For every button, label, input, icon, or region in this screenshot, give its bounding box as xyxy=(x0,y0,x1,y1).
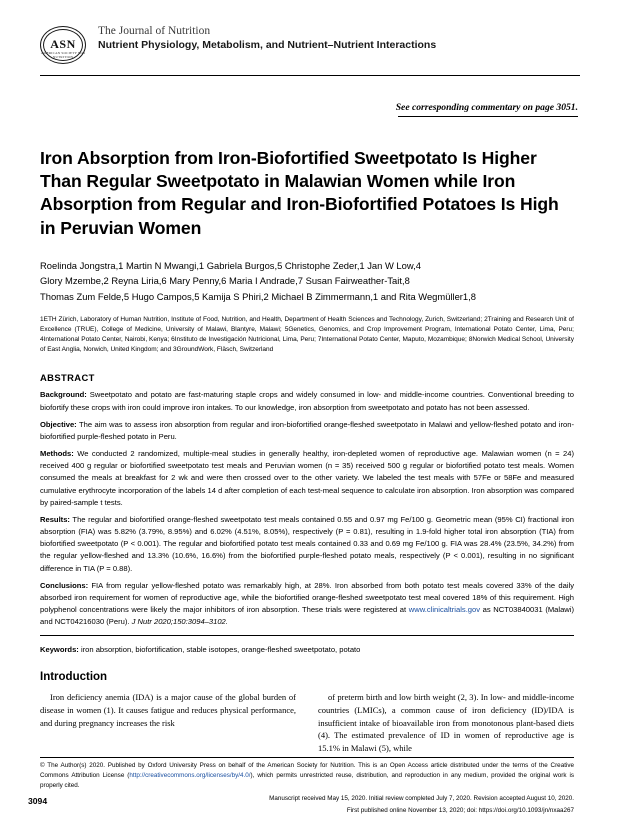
masthead xyxy=(0,0,620,68)
journal-section-title: Nutrient Physiology, Metabolism, and Nutrient–Nutrient Interactions xyxy=(98,39,437,52)
abstract-section-results xyxy=(40,514,574,575)
abstract-section-objective xyxy=(40,419,574,444)
abstract-text-methods: We conducted 2 randomized, multiple-meal studies in generally healthy, iron-depleted women of reproductive age. Malawian women (n = 24) received 400 g regular or biofortified sweetpotato test meals and Peruvian women (n = 35) received 500 g regular or biofortified potato test meals. Women consumed the meals at breakfast for 2 wk and were then crossed over to the other variety. We labeled the test meals with 57Fe or 58Fe and measured cumulative erythrocyte incorporation of the labels 14 d after completion of each test-meal sequence to calculate iron absorption. Iron absorption was compared by paired-sample t tests. xyxy=(40,448,574,507)
abstract-text-objective: The aim was to assess iron absorption from regular and iron-biofortified orange-fleshed sweetpotato in Malawi and yellow-fleshed potato and iron-biofortified purple-fleshed potato in Peru. xyxy=(40,419,574,441)
abstract-text-background: Sweetpotato and potato are fast-maturing staple crops and widely consumed in low- and middle-income countries. Conventional breeding to biofortify these crops with iron could improve iron intakes. To our knowledge, iron absorption from sweetpotato and potato has not been assessed. xyxy=(40,390,574,412)
abstract-body xyxy=(40,389,574,628)
journal-block xyxy=(98,22,436,53)
abstract-section-background xyxy=(40,389,574,414)
footer xyxy=(40,761,574,816)
footer-divider xyxy=(40,757,574,758)
abstract-label-methods: Methods: xyxy=(40,448,74,458)
keywords-divider-top xyxy=(40,635,574,636)
keywords-list: iron absorption, biofortification, stable isotopes, orange-fleshed sweetpotato, potato xyxy=(78,644,361,654)
footer-doi: First published online November 13, 2020; doi: https://doi.org/10.1093/jn/nxaa267 xyxy=(346,807,574,815)
page-title: Iron Absorption from Iron-Biofortified Sweetpotato Is Higher Than Regular Sweetpotato in Malawian Women while Iron Absorption from Regular and Iron-Biofortified Potatoes Is High in Peruvian Women xyxy=(40,148,559,238)
keywords-label: Keywords: xyxy=(40,644,79,654)
introduction-columns xyxy=(40,691,574,755)
abstract-text-results: The regular and biofortified orange-fleshed sweetpotato test meals contained 0.55 and 0.97 mg Fe/100 g. Geometric mean (95% CI) fractional iron absorption (FIA) was 5.82% (3.79%, 8.95%) and 6.02% (4.51%, 8.05%), respectively (P = 0.81), resulting in 1.9-fold higher total iron absorption (TIA) from biofortified sweetpotato (P < 0.001). The regular and biofortified potato test meals contained 0.33 and 0.69 mg Fe/100 g. FIA was 28.4% (23.5%, 34.2%) from the regular yellow-fleshed and 13.3% (10.6%, 16.6%) from the biofortified purple-fleshed potato meals, respectively (P < 0.001), resulting in no significant difference in TIA (P = 0.88). xyxy=(40,514,574,573)
footer-license xyxy=(40,761,574,790)
page-number: 3094 xyxy=(28,796,48,806)
journal-title: The Journal of Nutrition xyxy=(98,25,211,37)
footer-copyright-pre: © The Author(s) 2020. Published by Oxford University Press on behalf of the American Society for Nutrition. This is an Open Access article distributed under the terms of the Creative Commons Attribution License ( xyxy=(40,762,574,779)
commentary-note: See corresponding commentary on page 3051. xyxy=(395,102,578,113)
introduction-paragraph-right: of preterm birth and low birth weight (2, 3). In low- and middle-income countries (LMICs), a common cause of iron deficiency (ID)/IDA is insufficient intake of bioavailable iron from monotonous plant-based diets (4). The estimated prevalence of ID in women of reproductive age is 15.1% in Malawi (5), while xyxy=(318,692,574,754)
clinicaltrials-link[interactable]: www.clinicaltrials.gov xyxy=(408,605,481,615)
introduction-heading: Introduction xyxy=(40,671,108,684)
footer-copyright-post: ), which permits unrestricted reuse, distribution, and reproduction in any medium, provided the original work is properly cited. xyxy=(40,772,574,789)
affiliations: 1ETH Zürich, Laboratory of Human Nutrition, Institute of Food, Nutrition, and Health, Department of Health Sciences and Technology, Zurich, Switzerland; 2Training and Research Unit of Excellence (TRUE), College of Medicine, University of Malawi, Blantyre, Malawi; 5Genetics, Genomics, and Crop Improvement Program, International Potato Center, Lima, Peru; 4International Potato Center, Nairobi, Kenya; 6Instituto de Investigación Nutricional, Lima, Peru; 7International Potato Center, Maputo, Mozambique; 8Norwich Medical School, University of East Anglia, Norwich, United Kingdom; and 3GroundWork, Fläsch, Switzerland xyxy=(40,316,574,353)
author-list xyxy=(40,258,574,305)
masthead-divider xyxy=(40,75,580,76)
abstract-label-background: Background: xyxy=(40,390,87,400)
abstract-label-objective: Objective: xyxy=(40,419,77,429)
abstract-label-conclusions: Conclusions: xyxy=(40,580,89,590)
asn-logo-icon xyxy=(40,24,88,68)
author-line-2: Glory Mzembe,2 Reyna Liria,6 Mary Penny,6 Maria I Andrade,7 Susan Fairweather-Tait,8 xyxy=(40,275,410,287)
abstract-heading: ABSTRACT xyxy=(40,372,95,384)
abstract-text-conclusions: FIA from regular yellow-fleshed potato was remarkably high, at 28%. Iron absorbed from both potato test meals covered 33% of the daily absorbed iron requirement for women of reproductive age, while the biofortified orange-fleshed sweetpotato test meal covered 18% of this requirement. High polyphenol concentrations were likely the major inhibitors of iron absorption. These trials were registered at xyxy=(40,580,574,615)
author-line-1: Roelinda Jongstra,1 Martin N Mwangi,1 Gabriela Burgos,5 Christophe Zeder,1 Jan W Low,4 xyxy=(40,259,421,271)
commentary-divider xyxy=(398,116,578,117)
abstract-section-conclusions xyxy=(40,580,574,629)
footer-dates: Manuscript received May 15, 2020. Initial review completed July 7, 2020. Revision accepted August 10, 2020. xyxy=(269,794,574,802)
license-link[interactable]: http://creativecommons.org/licenses/by/4.0/ xyxy=(129,772,251,779)
abstract-label-results: Results: xyxy=(40,514,70,524)
asn-logo-text: ASN xyxy=(50,37,76,51)
author-line-3: Thomas Zum Felde,5 Hugo Campos,5 Kamija S Phiri,2 Michael B Zimmermann,1 and Rita Wegmüller1,8 xyxy=(40,290,476,302)
introduction-column-left xyxy=(40,691,296,755)
abstract-citation: J Nutr 2020;150:3094–3102. xyxy=(131,617,228,627)
asn-logo-subtext: AMERICAN SOCIETY FOR NUTRITION xyxy=(40,51,86,59)
abstract-trial-ids: as NCT03840031 (Malawi) and NCT04216030 (Peru). xyxy=(40,605,575,627)
keywords xyxy=(40,644,574,655)
introduction-paragraph-left: Iron deficiency anemia (IDA) is a major cause of the global burden of disease in women (1). It causes fatigue and reduces physical performance, and during pregnancy increases the risk xyxy=(40,692,296,728)
introduction-column-right xyxy=(318,691,574,755)
abstract-section-methods xyxy=(40,448,574,509)
